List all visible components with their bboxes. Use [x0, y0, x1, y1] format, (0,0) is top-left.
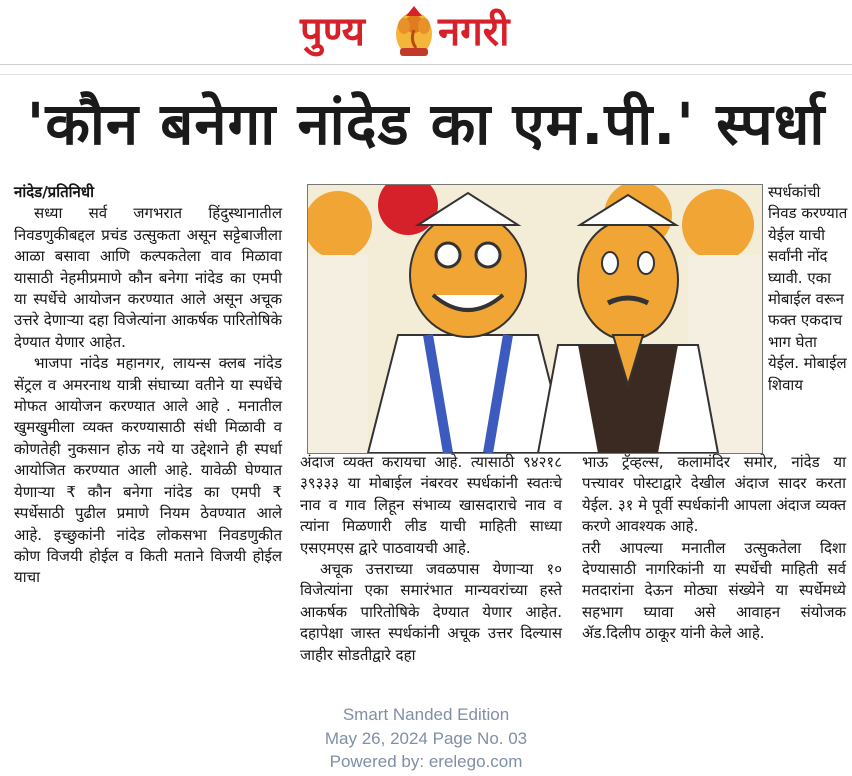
article-column-3	[582, 452, 846, 645]
masthead-name-left: पुण्य	[300, 9, 365, 55]
paragraph: अंदाज व्यक्त करायचा आहे. त्यासाठी ९४२१८ ३९३३३ या मोबाईल नंबरवर स्पर्धकांनी स्वतःचे नाव व गाव लिहून संभाव्य खासदाराचे नाव व त्यांना मिळणारी लीड याची माहिती साध्या एसएमएस द्वारे पाठवायची आहे.	[300, 453, 562, 557]
paragraph: भाजपा नांदेड महानगर, लायन्स क्लब नांदेड सेंट्रल व अमरनाथ यात्री संघाच्या वतीने या स्पर्धेचे मोफत आयोजन करण्यात आले आहे . मनातील खुमखुमीला व्यक्त करण्यासाठी संधी मिळावी व कोणतेही नुकसान होऊ नये या उद्देशाने ही स्पर्धा आयोजित करण्यात आली आहे. यावेळी घेण्यात येणाऱ्या ₹ कौन बनेगा नांदेड का एमपी ₹ स्पर्धेसाठी पुढील प्रमाणे नियम ठेवण्यात आले आहे. इच्छुकांनी नांदेड लोकसभा निवडणुकीत कोण विजयी होईल व किती मताने विजयी होईल याचा	[14, 354, 282, 587]
footer-powered-by: Powered by: erelego.com	[329, 752, 523, 771]
masthead-rule	[0, 64, 852, 65]
paragraph: अचूक उत्तराच्या जवळपास येणाऱ्या १० विजेत्यांना एका समारंभात मान्यवरांच्या हस्ते आकर्षक पारितोषिके देण्यात येणार आहेत. दहापेक्षा जास्त स्पर्धकांनी अचूक उत्तर दिल्यास जाहीर सोडतीद्वारे दहा	[300, 560, 562, 664]
paragraph: स्पर्धकांची निवड करण्यात येईल याची सर्वांनी नोंद घ्यावी. एका मोबाईल वरून फक्त एकदाच भाग घेता येईल. मोबाईल शिवाय	[768, 183, 848, 394]
paragraph: भाऊ ट्रॅव्हल्स, कलामंदिर समोर, नांदेड या पत्त्यावर पोस्टाद्वारे देखील अंदाज सादर करता येईल. ३१ मे पूर्वी स्पर्धकांनी आपला अंदाज व्यक्त करणे आवश्यक आहे.	[582, 453, 846, 536]
footer-date-page: May 26, 2024 Page No. 03	[324, 729, 528, 748]
article-column-2	[300, 452, 562, 666]
masthead-rule-secondary	[0, 74, 852, 75]
masthead-name-right: नगरी	[438, 9, 510, 55]
dateline: नांदेड/प्रतिनिधी	[14, 183, 94, 201]
politicians-cartoon-icon	[308, 185, 762, 453]
footer-edition: Smart Nanded Edition	[342, 705, 510, 724]
headline: 'कौन बनेगा नांदेड का एम.पी.' स्पर्धा	[26, 90, 826, 158]
article-column-3-top	[768, 182, 848, 396]
article-column-1	[14, 182, 282, 589]
cartoon-illustration	[307, 184, 763, 454]
paragraph: सध्या सर्व जगभरात हिंदुस्थानातील निवडणुकीबद्दल प्रचंड उत्सुकता असून सट्टेबाजीला आळा बसावा आणि कल्पकतेला वाव मिळावा यासाठी नेहमीप्रमाणे कौन बनेगा नांदेड का एमपी या स्पर्धेचे आयोजन करण्यात आले असून अचूक उत्तरे देणाऱ्या दहा विजेत्यांना आकर्षक पारितोषिके देण्यात येणार आहेत.	[14, 204, 282, 351]
paragraph: तरी आपल्या मनातील उत्सुकतेला दिशा देण्यासाठी नागरिकांनी या स्पर्धेची माहिती सर्व मतदारांना देऊन मोठ्या संख्येने या स्पर्धेमध्ये सहभाग घ्यावा असे आवाहन संयोजक ॲड.दिलीप ठाकूर यांनी केले आहे.	[582, 538, 846, 643]
masthead	[0, 0, 852, 64]
ganesha-logo-icon	[392, 4, 436, 58]
